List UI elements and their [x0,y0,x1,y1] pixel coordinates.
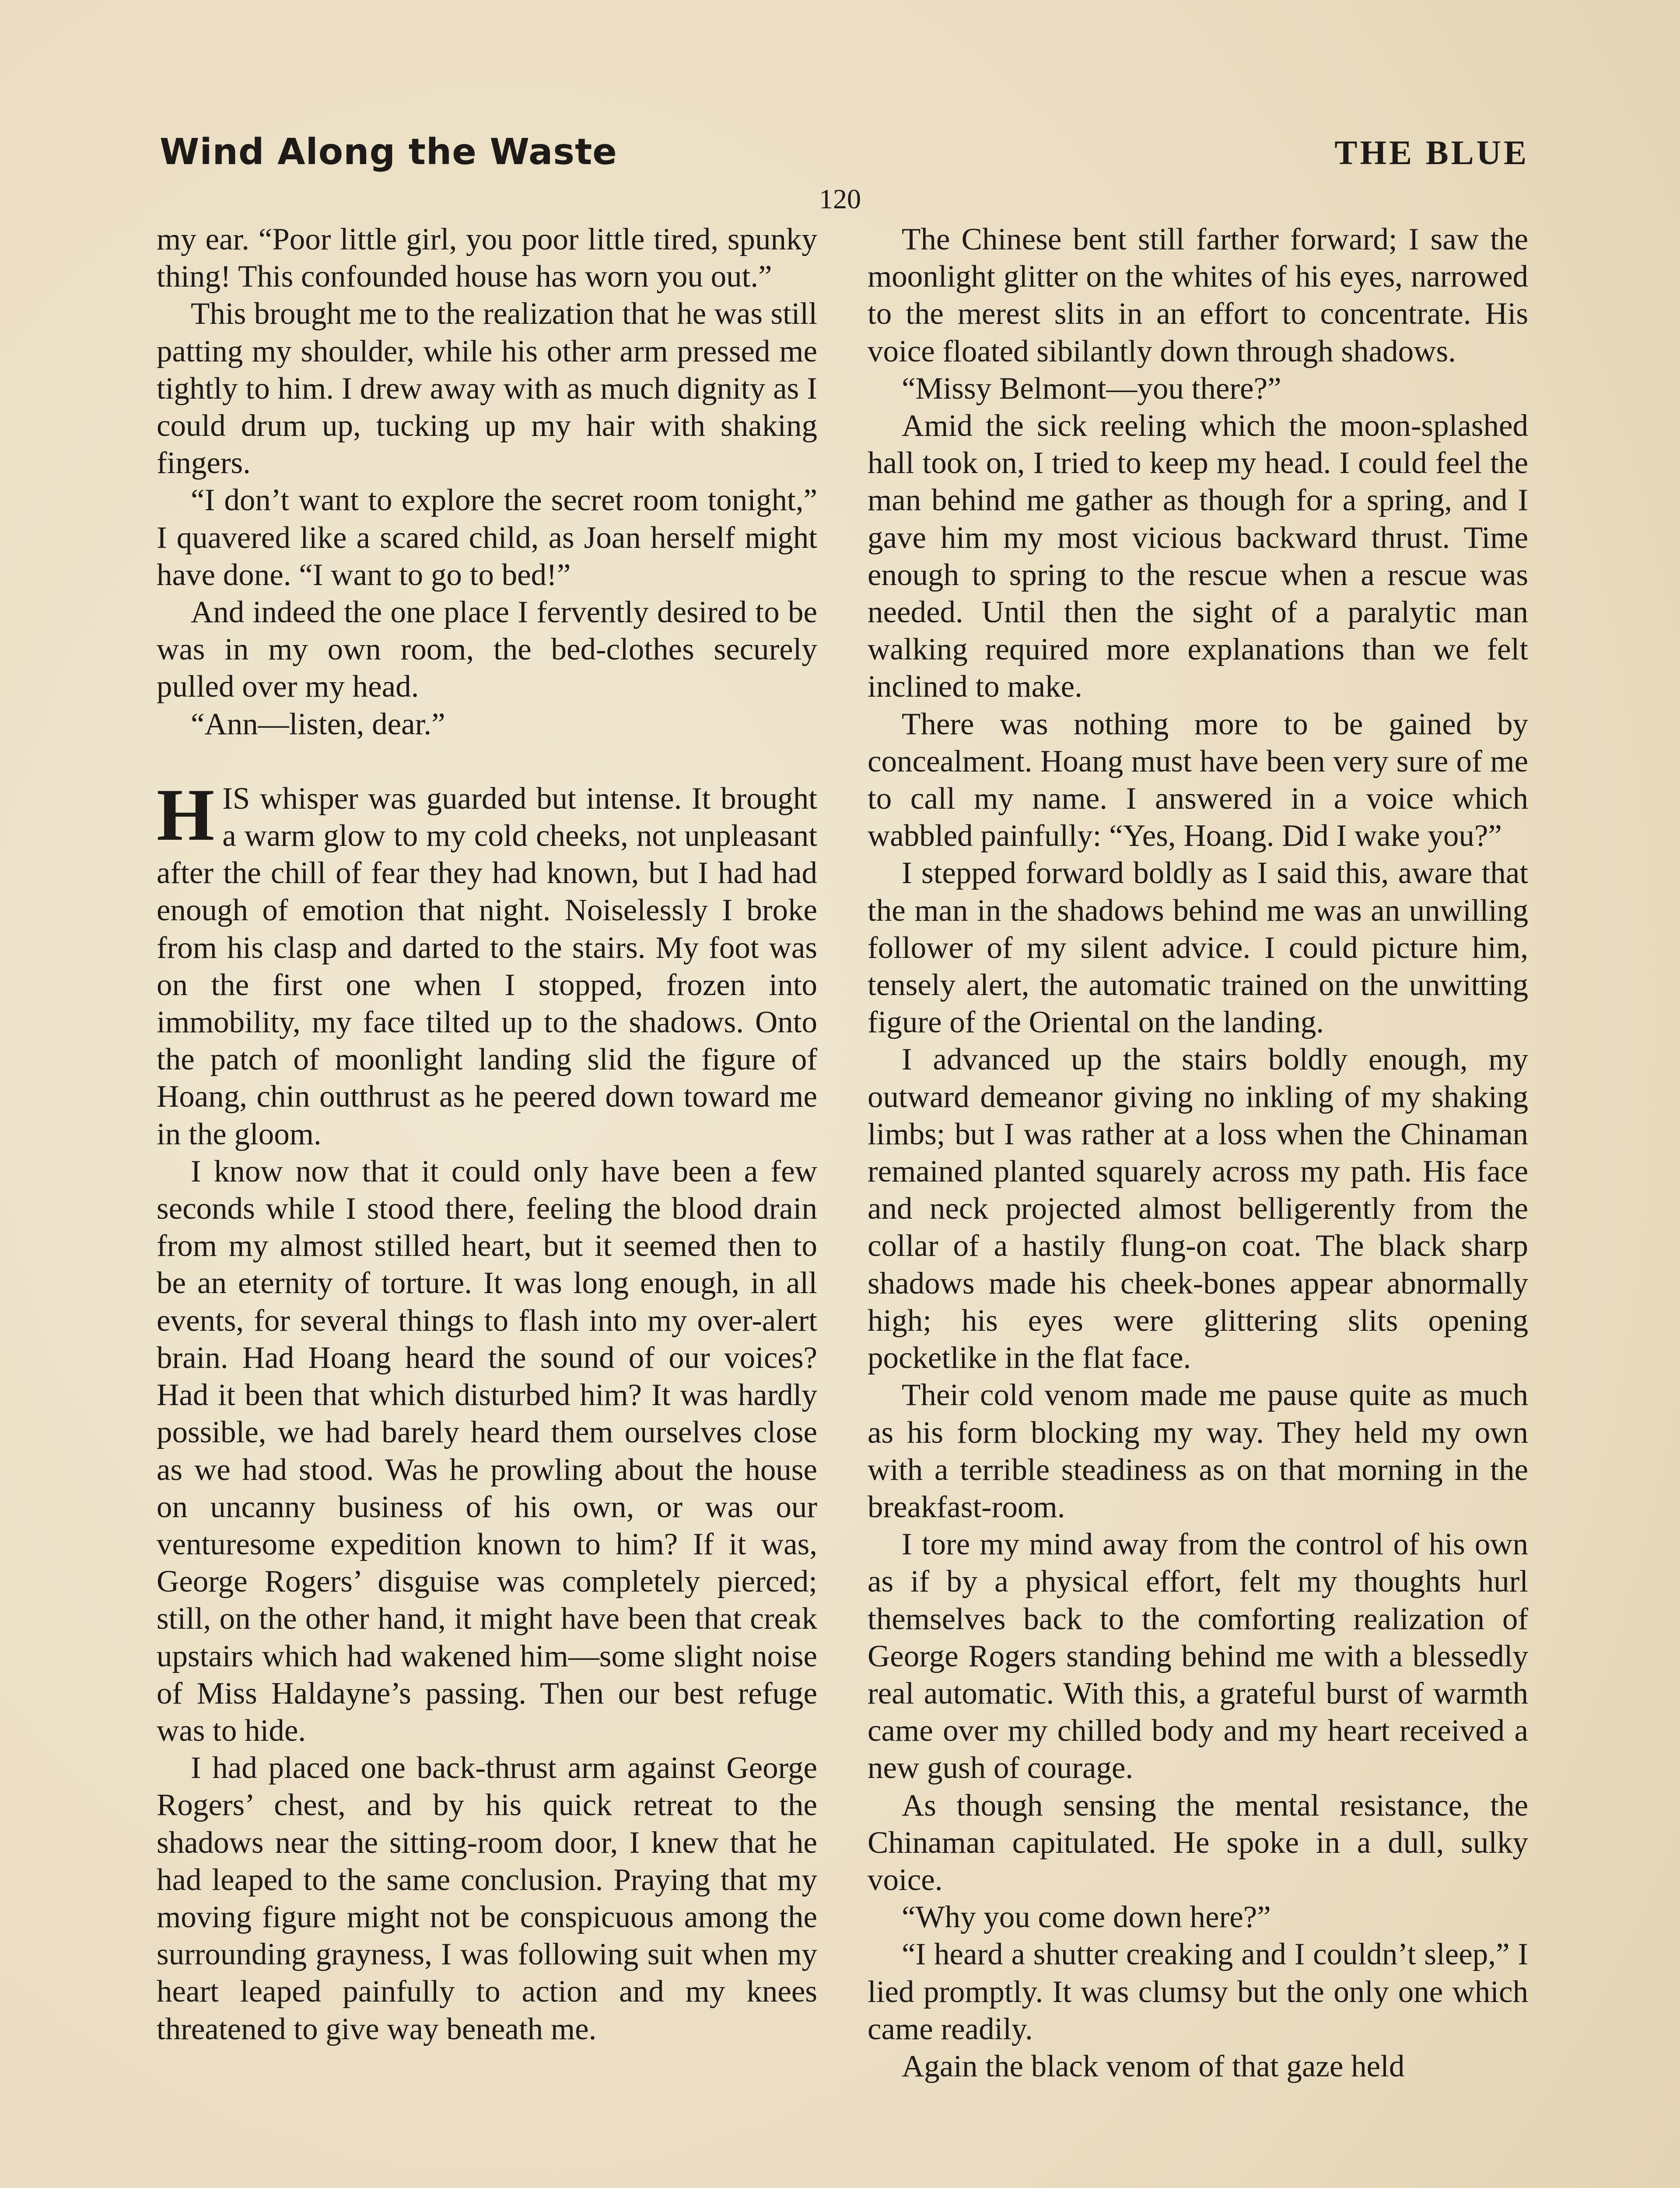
magazine-title: THE BLUE [1334,133,1529,172]
paragraph: I advanced up the stairs boldly enough, my outward demeanor giving no inkling of my shaking limbs; but I was rather at a loss when the Chinaman remained planted squarely across my path. His face and neck projected almost belligerently from the collar of a hastily flung-on coat. The black sharp shadows made his cheek-bones appear abnormally high; his eyes were glittering slits opening pocketlike in the flat face. [868,1042,1528,1375]
paragraph: As though sensing the mental resistance, the Chinaman capitulated. He spoke in a dull, sulky voice. [868,1788,1528,1897]
page-number: 120 [819,183,861,214]
paragraph: my ear. “Poor little girl, you poor little tired, spunky thing! This confounded house has worn you out.” [157,222,817,294]
paragraph: “I don’t want to explore the secret room tonight,” I quavered like a scared child, as Joan herself might have done. “I want to go to bed!” [157,483,817,592]
running-head [160,131,1529,179]
paragraph: I had placed one back-thrust arm against George Rogers’ chest, and by his quick retreat to the shadows near the sitting-room door, I knew that he had leaped to the same conclusion. Praying that my moving figure might not be conspicuous among the surrounding grayness, I was following suit when my heart leaped painfully to action and my knees threatened to give way beneath me. [157,1751,817,2046]
paragraph: Amid the sick reeling which the moon-splashed hall took on, I tried to keep my head. I could feel the man behind me gather as though for a spring, and I gave him my most vicious backward thrust. Time enough to spring to the rescue when a rescue was needed. Until then the sight of a paralytic man walking required more explanations than we felt inclined to make. [868,409,1528,704]
paragraph: “Missy Belmont—you there?” [902,371,1281,406]
paragraph: “Ann—listen, dear.” [191,707,445,741]
paragraph: And indeed the one place I fervently desired to be was in my own room, the bed-clothes securely pulled over my head. [157,595,817,704]
paragraph: Their cold venom made me pause quite as much as his form blocking my way. They held my own with a terrible steadiness as on that morning in the breakfast-room. [868,1378,1528,1524]
paragraph-text: IS whisper was guarded but intense. It brought a warm glow to my cold cheeks, not unpleasant after the chill of fear they had known, but I had had enough of emotion that night. Noiselessly I broke from his clasp and darted to the stairs. My foot was on the first one when I stopped, frozen into immobility, my face tilted up to the shadows. Onto the patch of moonlight landing slid the figure of Hoang, chin outthrust as he peered down toward me in the gloom. [157,781,817,1151]
paragraph: I stepped forward boldly as I said this, aware that the man in the shadows behind me was an unwilling follower of my silent advice. I could picture him, tensely alert, the automatic trained on the unwitting figure of the Oriental on the landing. [868,856,1528,1040]
paragraph: “Why you come down here?” [902,1900,1271,1935]
paragraph: The Chinese bent still farther forward; I saw the moonlight glitter on the whites of his eyes, narrowed to the merest slits in an effort to concentrate. His voice floated sibilantly down through shadows. [868,222,1528,368]
dropcap-paragraph [157,773,817,1153]
dropcap: H [157,773,215,856]
left-column [157,221,817,2188]
text-columns [157,221,1528,2188]
story-title: Wind Along the Waste [160,131,617,173]
paragraph: I tore my mind away from the control of his own as if by a physical effort, felt my thoughts hurl themselves back to the comforting realization of George Rogers standing behind me with a blessedly real automatic. With this, a grateful burst of warmth came over my chilled body and my heart received a new gush of courage. [868,1527,1528,1785]
paragraph: “I heard a shutter creaking and I couldn’t sleep,” I lied promptly. It was clumsy but the only one which came readily. [868,1937,1528,2046]
right-column [868,221,1528,2188]
paragraph: Again the black venom of that gaze held [902,2049,1405,2083]
paragraph: This brought me to the realization that he was still patting my shoulder, while his other arm pressed me tightly to him. I drew away with as much dignity as I could drum up, tucking up my hair with shaking fingers. [157,297,817,480]
paragraph: I know now that it could only have been a few seconds while I stood there, feeling the blood drain from my almost stilled heart, but it seemed then to be an eternity of torture. It was long enough, in all events, for several things to flash into my over-alert brain. Had Hoang heard the sound of our voices? Had it been that which disturbed him? It was hardly possible, we had barely heard them ourselves close as we had stood. Was he prowling about the house on uncanny business of his own, or was our venturesome expedition known to him? If it was, George Rogers’ disguise was completely pierced; still, on the other hand, it might have been that creak upstairs which had wakened him—some slight noise of Miss Haldayne’s passing. Then our best refuge was to hide. [157,1154,817,1748]
paragraph: There was nothing more to be gained by concealment. Hoang must have been very sure of me to call my name. I answered in a voice which wabbled painfully: “Yes, Hoang. Did I wake you?” [868,707,1528,853]
